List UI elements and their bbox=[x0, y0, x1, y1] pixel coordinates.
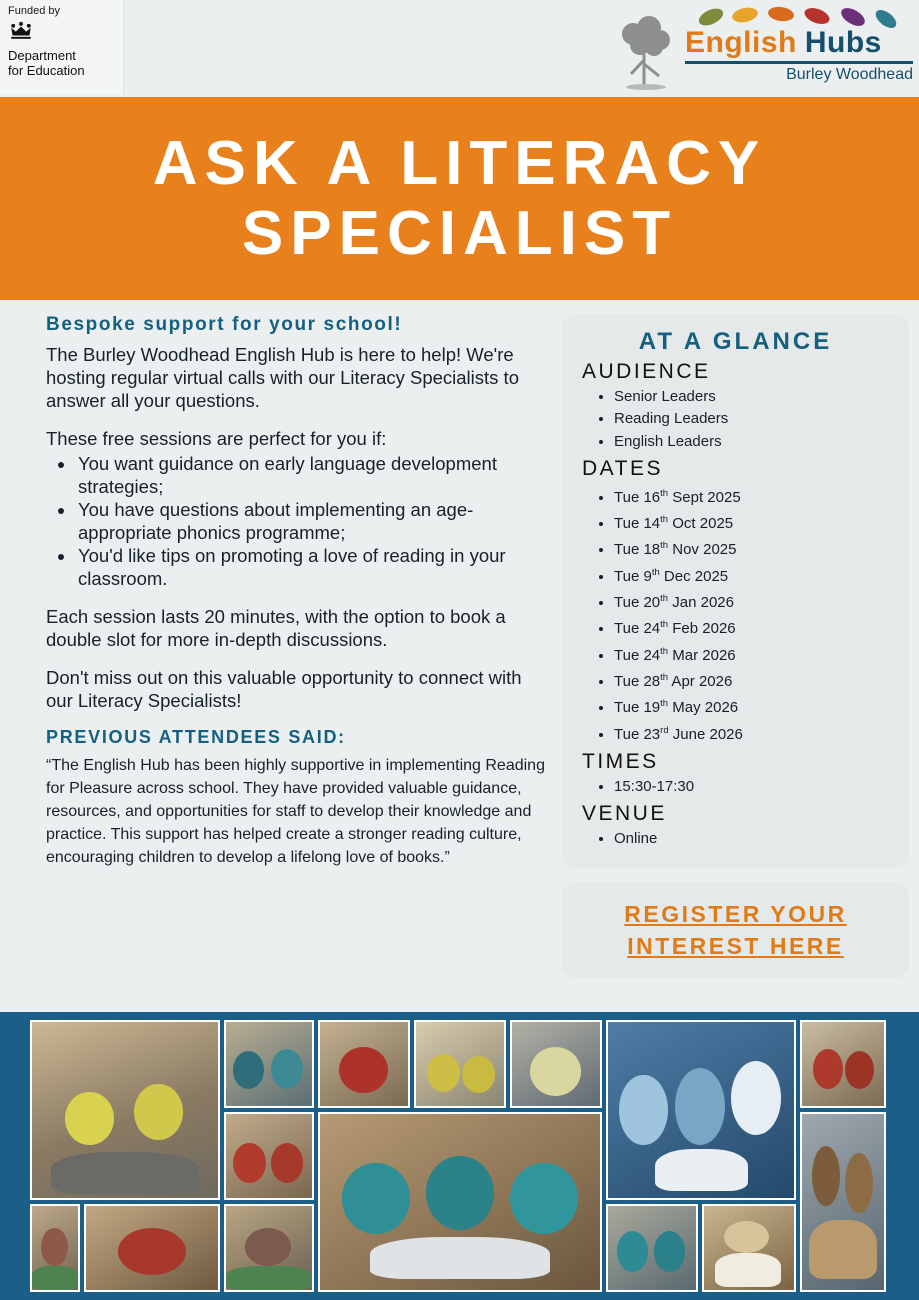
photo-children-sand-tray bbox=[800, 1112, 886, 1292]
photo-grid bbox=[30, 1018, 889, 1294]
photo-children-playing-floor bbox=[30, 1020, 220, 1200]
list-item: • Online bbox=[614, 828, 895, 850]
dates-list bbox=[576, 483, 895, 746]
venue-heading: VENUE bbox=[582, 802, 667, 826]
photo-girl-green-mat bbox=[30, 1204, 80, 1292]
photo-child-red-jumper-table bbox=[318, 1020, 410, 1108]
photo-collage bbox=[0, 1012, 919, 1300]
hub-wordmark bbox=[685, 26, 913, 84]
list-item: • English Leaders bbox=[614, 431, 895, 453]
times-list bbox=[576, 776, 895, 798]
list-item: • Tue 16th Sept 2025 bbox=[614, 483, 895, 509]
photo-boy-writing bbox=[510, 1020, 602, 1108]
list-item: • Tue 23rd June 2026 bbox=[614, 720, 895, 746]
photo-child-holding-sign bbox=[702, 1204, 796, 1292]
funded-by-label: Funded by bbox=[8, 5, 60, 17]
page-title: ASK A LITERACY SPECIALIST bbox=[152, 128, 767, 268]
page-header bbox=[0, 0, 919, 97]
register-panel bbox=[562, 882, 909, 978]
for-education-label: for Education bbox=[8, 63, 85, 78]
list-item: • Tue 9th Dec 2025 bbox=[614, 562, 895, 588]
venue-list bbox=[576, 828, 895, 850]
list-item: • Tue 19th May 2026 bbox=[614, 693, 895, 719]
list-item: • Tue 24th Mar 2026 bbox=[614, 641, 895, 667]
tree-logo-icon bbox=[613, 14, 679, 90]
left-column bbox=[10, 314, 550, 1012]
testimonial-quote: “The English Hub has been highly supportive in implementing Reading for Pleasure across school. They have provided valuable guidance, resources, and opportunities for staff to develop their knowledge and practice. This support has helped create a stronger reading culture, encouraging children to develop a lifelong love of books.” bbox=[46, 757, 545, 866]
photo-children-teal-jumpers bbox=[606, 1204, 698, 1292]
photo-two-children-teal bbox=[224, 1020, 314, 1108]
list-item: • Reading Leaders bbox=[614, 408, 895, 430]
uk-crown-icon bbox=[8, 21, 34, 41]
list-item: • Tue 20th Jan 2026 bbox=[614, 588, 895, 614]
lede-heading: Bespoke support for your school! bbox=[46, 314, 403, 335]
testimonial-heading: PREVIOUS ATTENDEES SAID: bbox=[46, 727, 346, 747]
audience-list bbox=[576, 386, 895, 453]
department-label: Department bbox=[8, 48, 76, 63]
photo-children-yellow-activity bbox=[414, 1020, 506, 1108]
list-item: • 15:30-17:30 bbox=[614, 776, 895, 798]
free-sessions-line: These free sessions are perfect for you if: bbox=[46, 428, 387, 449]
register-interest-link[interactable]: REGISTER YOUR INTEREST HERE bbox=[624, 901, 847, 960]
photo-two-children-reading-red bbox=[224, 1112, 314, 1200]
list-item: • Senior Leaders bbox=[614, 386, 895, 408]
intro-paragraph: The Burley Woodhead English Hub is here to help! We're hosting regular virtual calls with our Literacy Specialists to answer all your questions. bbox=[46, 344, 519, 411]
photo-children-red-art bbox=[800, 1020, 886, 1108]
list-item: • Tue 18th Nov 2025 bbox=[614, 535, 895, 561]
photo-boy-red-bookshelf bbox=[84, 1204, 220, 1292]
list-item: • Tue 24th Feb 2026 bbox=[614, 614, 895, 640]
logo-word-english: English bbox=[685, 26, 797, 59]
funder-badge bbox=[0, 0, 124, 94]
content-area bbox=[0, 300, 919, 1012]
dates-heading: DATES bbox=[582, 456, 663, 480]
duration-paragraph: Each session lasts 20 minutes, with the option to book a double slot for more in-depth discussions. bbox=[46, 606, 506, 650]
list-item: • You have questions about implementing an age-appropriate phonics programme; bbox=[76, 498, 550, 544]
list-item: • You want guidance on early language development strategies; bbox=[76, 452, 550, 498]
logo-word-hubs: Hubs bbox=[804, 26, 882, 59]
photo-children-science-bowl bbox=[606, 1020, 796, 1200]
list-item: • Tue 14th Oct 2025 bbox=[614, 509, 895, 535]
list-item: • Tue 28th Apr 2026 bbox=[614, 667, 895, 693]
audience-heading: AUDIENCE bbox=[582, 360, 711, 383]
at-a-glance-panel bbox=[562, 314, 909, 868]
right-column bbox=[562, 314, 909, 1012]
english-hubs-logo bbox=[613, 2, 913, 94]
title-banner bbox=[0, 97, 919, 300]
at-a-glance-title: AT A GLANCE bbox=[638, 328, 833, 355]
reasons-list bbox=[46, 452, 550, 590]
photo-three-girls-book bbox=[318, 1112, 602, 1292]
list-item: • You'd like tips on promoting a love of reading in your classroom. bbox=[76, 544, 550, 590]
closing-paragraph: Don't miss out on this valuable opportunity to connect with our Literacy Specialists! bbox=[46, 667, 522, 711]
logo-divider bbox=[685, 61, 913, 64]
photo-girl-green-mat-2 bbox=[224, 1204, 314, 1292]
times-heading: TIMES bbox=[582, 749, 659, 773]
logo-subtitle: Burley Woodhead bbox=[786, 66, 913, 83]
